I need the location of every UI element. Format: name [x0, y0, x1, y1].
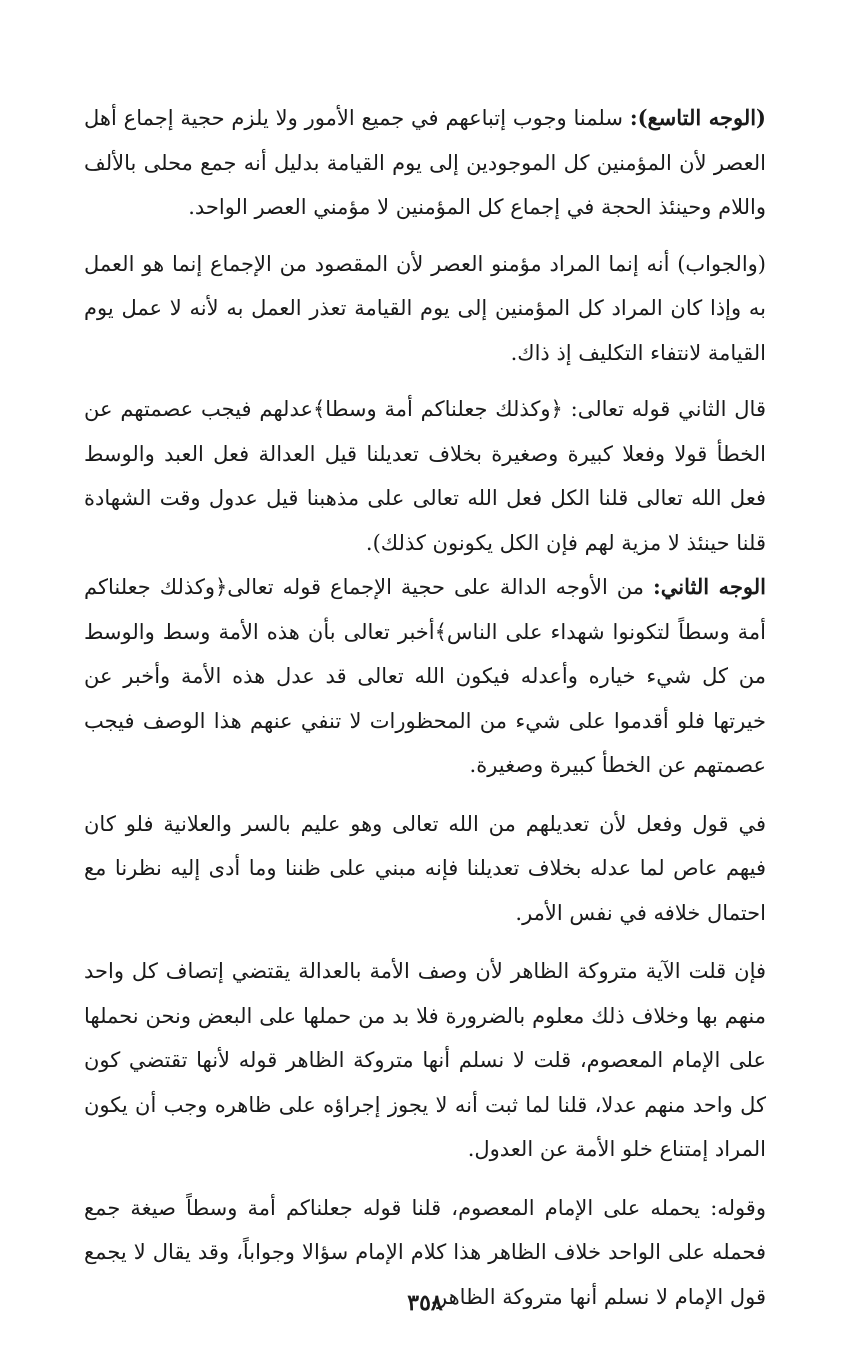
page-number: ٣٥٨	[407, 1290, 443, 1316]
paragraph-statement-deed	[84, 802, 766, 936]
paragraph-answer	[84, 242, 766, 376]
paragraph-second-says	[84, 387, 766, 565]
paragraph-heading: (الوجه التاسع):	[629, 105, 766, 130]
paragraph-body: قال الثاني قوله تعالى: ﴿وكذلك جعلناكم أمة وسطا﴾عدلهم فيجب عصمتهم عن الخطأ قولا وفعلا كبيرة وصغيرة بخلاف تعديلنا قيل العدالة فعل العبد والوسط فعل الله تعالى قلنا الكل فعل الله تعالى على مذهبنا قيل عدول وقت الشهادة قلنا حينئذ لا مزية لهم فإن الكل يكونون كذلك).	[84, 397, 766, 555]
paragraph-body: فإن قلت الآية متروكة الظاهر لأن وصف الأمة بالعدالة يقتضي إتصاف كل واحد منهم بها وخلاف ذلك معلوم بالضرورة فلا بد من حملها على البعض ونحن نحملها على الإمام المعصوم، قلت لا نسلم أنها متروكة الظاهر قوله لأنها تقتضي كون كل واحد منهم عدلا، قلنا لما ثبت أنه لا يجوز إجراؤه على ظاهره وجب أن يكون المراد إمتناع خلو الأمة عن العدول.	[84, 959, 766, 1161]
paragraph-body: (والجواب) أنه إنما المراد مؤمنو العصر لأن المقصود من الإجماع إنما هو العمل به وإذا كان المراد كل المؤمنين إلى يوم القيامة تعذر العمل به لأنه لا عمل يوم القيامة لانتفاء التكليف إذ ذاك.	[84, 251, 766, 365]
paragraph-objection	[84, 949, 766, 1172]
paragraph-heading: الوجه الثاني:	[653, 574, 767, 599]
paragraph-body: من الأوجه الدالة على حجية الإجماع قوله تعالى﴿وكذلك جعلناكم أمة وسطاً لتكونوا شهداء على الناس﴾أخبر تعالى بأن هذه الأمة وسط والوسط من كل شيء خياره وأعدله فيكون الله تعالى قد عدل هذه الأمة وأخبر عن خيرتها فلو أقدموا على شيء من المحظورات لا تنفي عنهم هذا الوصف فيجب عصمتهم عن الخطأ كبيرة وصغيرة.	[84, 575, 766, 777]
paragraph-body: سلمنا وجوب إتباعهم في جميع الأمور ولا يلزم حجية إجماع أهل العصر لأن المؤمنين كل الموجودين إلى يوم القيامة بدليل أنه جمع محلى بالألف واللام وحينئذ الحجة في إجماع كل المؤمنين لا مؤمني العصر الواحد.	[84, 106, 766, 219]
paragraph-second-aspect	[84, 565, 766, 788]
paragraph-body: وقوله: يحمله على الإمام المعصوم، قلنا قوله جعلناكم أمة وسطاً صيغة جمع فحمله على الواحد خلاف الظاهر هذا كلام الإمام سؤالا وجواباً، وقد يقال لا يجمع قول الإمام لا نسلم أنها متروكة الظاهر.	[84, 1195, 766, 1309]
paragraph-body: في قول وفعل لأن تعديلهم من الله تعالى وهو عليم بالسر والعلانية فلو كان فيهم عاص لما عدله بخلاف تعديلنا فإنه مبني على ظننا وما أدى إليه نظرنا مع احتمال خلافه في نفس الأمر.	[84, 811, 766, 925]
paragraph-ninth-aspect	[84, 96, 766, 230]
